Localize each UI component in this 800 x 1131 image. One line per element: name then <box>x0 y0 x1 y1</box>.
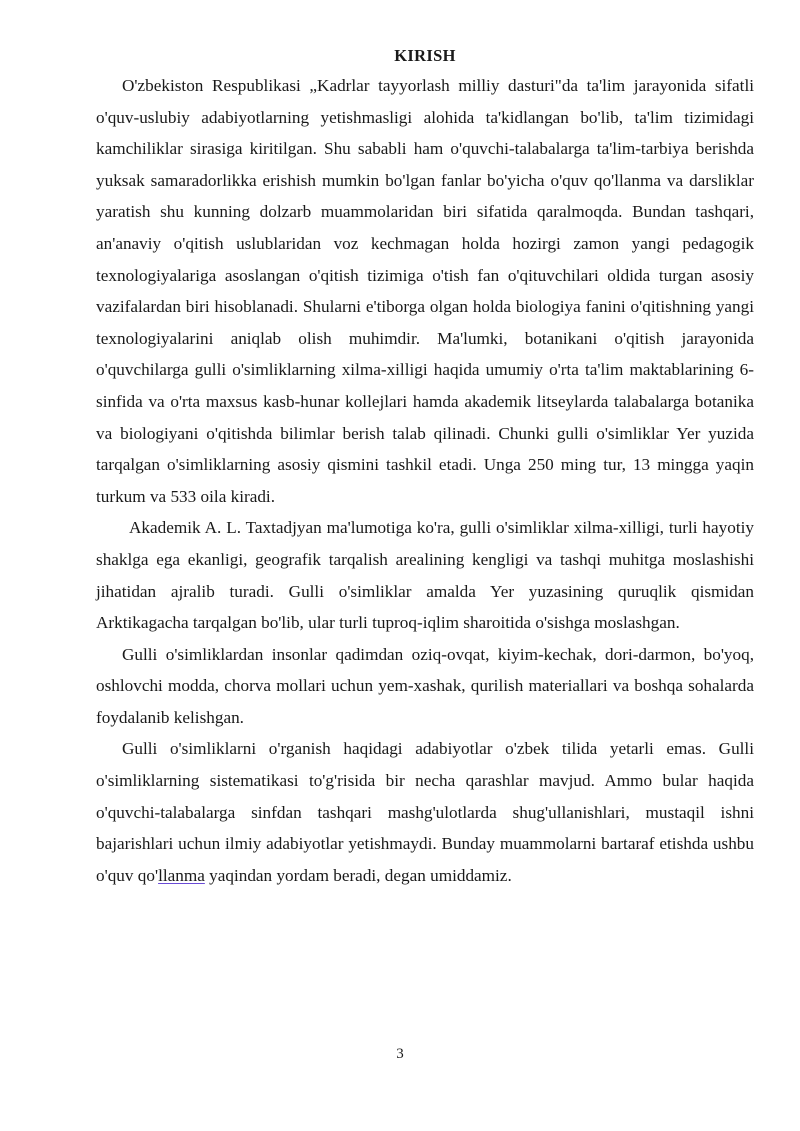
page-number: 3 <box>396 1046 404 1062</box>
paragraph-4-text: Gulli o'simliklarni o'rganish haqidagi adabiyotlar o'zbek tilida yetarli emas. Gulli o'simliklarning sistematikasi to'g'risida bir necha qarashlar mavjud. Ammo bular haqida o'quvchi-talabalarga sinfdan tashqari mashg'ulotlarda shug'ullanishlari, mustaqil ishni bajarishlari uchun ilmiy adabiyotlar yetishmaydi. Bunday muammolarni bartaraf etishda ushbu o'quv qo' <box>96 739 754 885</box>
spellcheck-underlined-word: llanma <box>158 865 205 885</box>
paragraph-2: Akademik A. L. Taxtadjyan ma'lumotiga ko'ra, gulli o'simliklar xilma-xilligi, turli hayotiy shaklga ega ekanligi, geografik tarqalish arealining kengligi va tashqi muhitga moslashishi jihatidan ajralib turadi. Gulli o'simliklar amalda Yer yuzasining quruqlik qismidan Arktikagacha tarqalgan bo'lib, ular turli tuproq-iqlim sharoitida o'sishga moslashgan. <box>96 518 754 633</box>
section-title: KIRISH <box>394 46 456 65</box>
paragraph-4-text-end: yaqindan yordam beradi, degan umiddamiz. <box>204 865 512 885</box>
paragraph-4 <box>96 733 754 891</box>
paragraph-3: Gulli o'simliklardan insonlar qadimdan oziq-ovqat, kiyim-kechak, dori-darmon, bo'yoq, oshlovchi modda, chorva mollari uchun yem-xashak, qurilish materiallari va boshqa sohalarda foydalanib kelishgan. <box>96 644 754 727</box>
document-page <box>96 46 754 891</box>
paragraph-1: O'zbekiston Respublikasi „Kadrlar tayyorlash milliy dasturi"da ta'lim jarayonida sifatli o'quv-uslubiy adabiyotlarning yetishmasligi alohida ta'kidlangan bo'lib, ta'lim tizimidagi kamchiliklar sirasiga kiritilgan. Shu sababli ham o'quvchi-talabalarga ta'lim-tarbiya berishda yuksak samaradorlikka erishish mumkin bo'lgan fanlar bo'yicha o'quv qo'llanma va darsliklar yaratish shu kunning dolzarb muammolaridan biri sifatida qaralmoqda. Bundan tashqari, an'anaviy o'qitish uslublaridan voz kechmagan holda hozirgi zamon yangi pedagogik texnologiyalariga asoslangan o'qitish tizimiga o'tish fan o'qituvchilari oldida turgan asosiy vazifalardan biri hisoblanadi. Shularni e'tiborga olgan holda biologiya fanini o'qitishning yangi texnologiyalarini aniqlab olish muhimdir. Ma'lumki, botanikani o'qitish jarayonida o'quvchilarga gulli o'simliklarning xilma-xilligi haqida umumiy o'rta ta'lim maktablarining 6-sinfida va o'rta maxsus kasb-hunar kollejlari hamda akademik litseylarda talabalarga botanika va biologiyani o'qitishda bilimlar berish talab qilinadi. Chunki gulli o'simliklar Yer yuzida tarqalgan o'simliklarning asosiy qismini tashkil etadi. Unga 250 ming tur, 13 mingga yaqin turkum va 533 oila kiradi. <box>96 76 754 506</box>
